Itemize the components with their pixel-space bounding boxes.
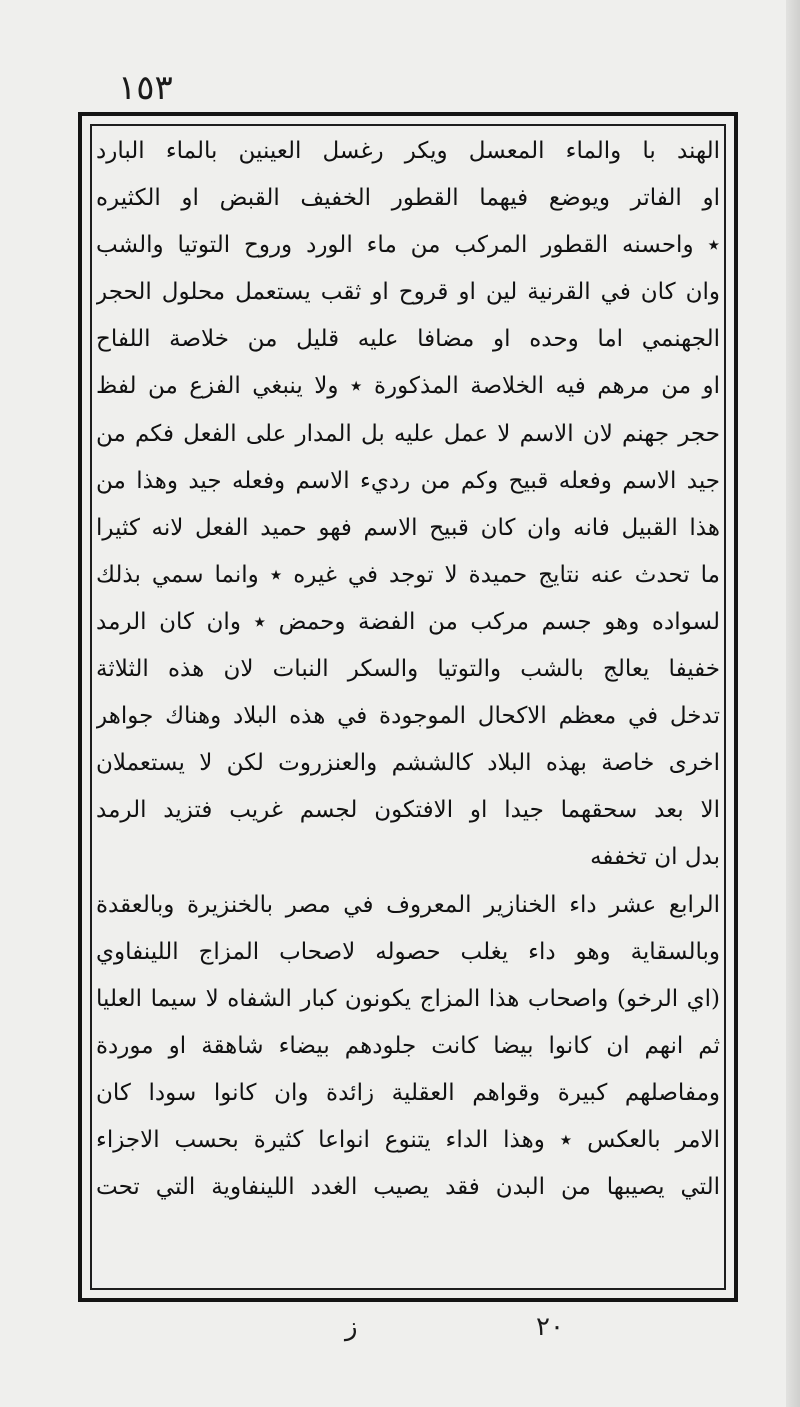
text-line: الهند با والماء المعسل ويكر رغسل العينين بالماء البارد <box>96 138 720 164</box>
text-line: او الفاتر ويوضع فيهما القطور الخفيف القبض او الكثيره <box>96 185 720 212</box>
text-line: لسواده وهو جسم مركب من الفضة وحمض ٭ وان كان الرمد <box>96 608 720 635</box>
text-line: الامر بالعكس ٭ وهذا الداء يتنوع انواعا كثيرة بحسب الاجزاء <box>96 1126 720 1153</box>
text-line: ٭ واحسنه القطور المركب من ماء الورد وروح التوتيا والشب <box>96 232 720 259</box>
text-line: او من مرهم فيه الخلاصة المذكورة ٭ ولا ينبغي الفزع من لفظ <box>96 373 720 400</box>
text-line: خفيفا يعالج بالشب والتوتيا والسكر النبات لان هذه الثلاثة <box>96 656 720 683</box>
text-line: (اي الرخو) واصحاب هذا المزاج يكونون كبار الشفاه لا سيما العليا <box>96 985 720 1012</box>
text-line: اخرى خاصة بهذه البلاد كالششم والعنزروت لكن لا يستعملان <box>96 750 720 777</box>
page-number: ١٥٣ <box>118 68 173 108</box>
text-line: ثم انهم ان كانوا بيضا كانت جلودهم بيضاء شاهقة او موردة <box>96 1032 720 1059</box>
page-spine-shadow <box>786 0 800 1407</box>
text-line: الرابع عشر داء الخنازير المعروف في مصر بالخنزيرة وبالعقدة <box>96 891 720 918</box>
text-line: ما تحدث عنه نتايج حميدة لا توجد في غيره ٭ وانما سمي بذلك <box>96 561 720 588</box>
text-line: حجر جهنم لان الاسم لا عمل عليه بل المدار على الفعل فكم من <box>96 420 720 447</box>
text-line: التي يصيبها من البدن فقد يصيب الغدد اللينفاوية التي تحت <box>96 1174 720 1201</box>
catchword-mark: ز <box>345 1312 358 1342</box>
signature-mark: ٢٠ <box>536 1312 564 1342</box>
footer-marks <box>0 1312 800 1362</box>
text-line: ومفاصلهم كبيرة وقواهم العقلية زائدة وان كانوا سودا كان <box>96 1079 720 1106</box>
text-line: وان كان في القرنية لين او قروح او ثقب يستعمل محلول الحجر <box>96 279 720 306</box>
text-line: وبالسقاية وهو داء يغلب حصوله لاصحاب المزاج اللينفاوي <box>96 938 720 965</box>
text-line: هذا القبيل فانه وان كان قبيح الاسم فهو حميد الفعل لانه كثيرا <box>96 514 720 541</box>
text-line: الا بعد سحقهما جيدا او الافتكون لجسم غريب فتزيد الرمد <box>96 797 720 824</box>
body-text-block <box>96 128 720 1211</box>
text-line: الجهنمي اما وحده او مضافا عليه قليل من خلاصة اللفاح <box>96 326 720 353</box>
text-line: بدل ان تخففه <box>590 844 720 871</box>
text-line: تدخل في معظم الاكحال الموجودة في هذه البلاد وهناك جواهر <box>96 703 720 730</box>
text-line: جيد الاسم وفعله قبيح وكم من رديء الاسم وفعله جيد وهذا من <box>96 467 720 494</box>
